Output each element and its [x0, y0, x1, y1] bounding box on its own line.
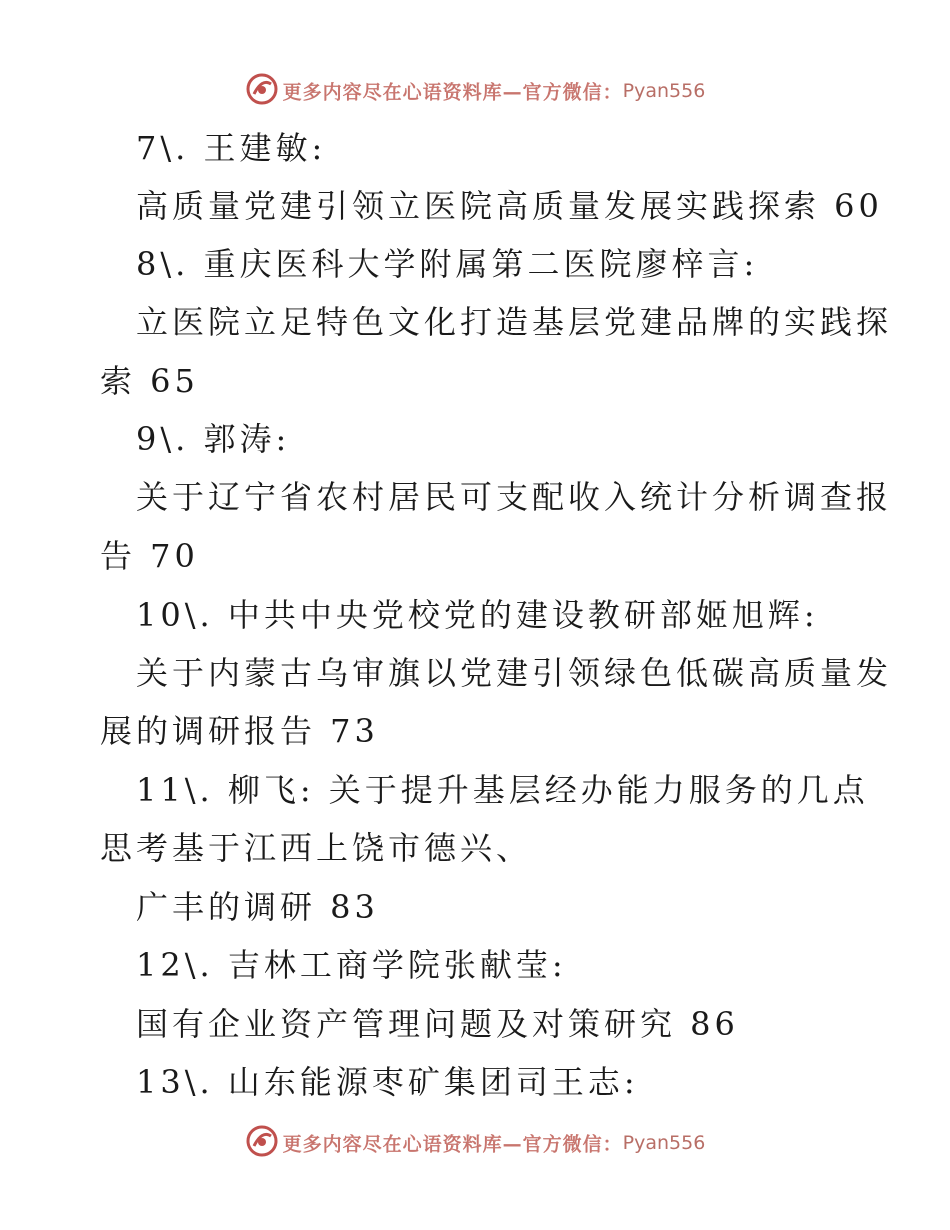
toc-entry-11-author: 11\. 柳飞: 关于提升基层经办能力服务的几点 — [136, 771, 869, 809]
toc-entry-9-title-cont: 告 70 — [100, 537, 199, 575]
toc-entry-11-title-cont2: 广丰的调研 83 — [136, 888, 379, 926]
toc-entry-12-title: 国有企业资产管理问题及对策研究 86 — [136, 1005, 739, 1043]
toc-entry-7-author: 7\. 王建敏: — [136, 129, 327, 167]
watermark-footer — [0, 1126, 950, 1160]
toc-entry-11-title-cont: 思考基于江西上饶市德兴、 — [100, 829, 533, 867]
watermark-account: Pyan556 — [622, 1132, 706, 1154]
seal-logo-icon — [245, 72, 279, 106]
toc-entry-13-author: 13\. 山东能源枣矿集团司王志: — [136, 1063, 639, 1101]
toc-entry-9-title: 关于辽宁省农村居民可支配收入统计分析调查报 — [136, 478, 893, 516]
toc-entry-8-author: 8\. 重庆医科大学附属第二医院廖梓言: — [136, 245, 759, 283]
toc-entry-10-author: 10\. 中共中央党校党的建设教研部姬旭辉: — [136, 596, 819, 634]
toc-entry-12-author: 12\. 吉林工商学院张献莹: — [136, 946, 567, 984]
toc-entry-7-title: 高质量党建引领立医院高质量发展实践探索 60 — [136, 187, 883, 225]
toc-entry-10-title: 关于内蒙古乌审旗以党建引领绿色低碳高质量发 — [136, 654, 893, 692]
toc-entry-10-title-cont: 展的调研报告 73 — [100, 712, 379, 750]
toc-entry-8-title: 立医院立足特色文化打造基层党建品牌的实践探 — [136, 303, 893, 341]
toc-entry-9-author: 9\. 郭涛: — [136, 420, 291, 458]
watermark-text: 更多内容尽在心语资料库—官方微信： — [282, 81, 623, 104]
watermark-account: Pyan556 — [622, 80, 706, 102]
watermark-text: 更多内容尽在心语资料库—官方微信： — [282, 1133, 623, 1156]
toc-entry-8-title-cont: 索 65 — [100, 362, 199, 400]
seal-logo-icon — [245, 1124, 279, 1158]
watermark-header — [0, 74, 950, 108]
